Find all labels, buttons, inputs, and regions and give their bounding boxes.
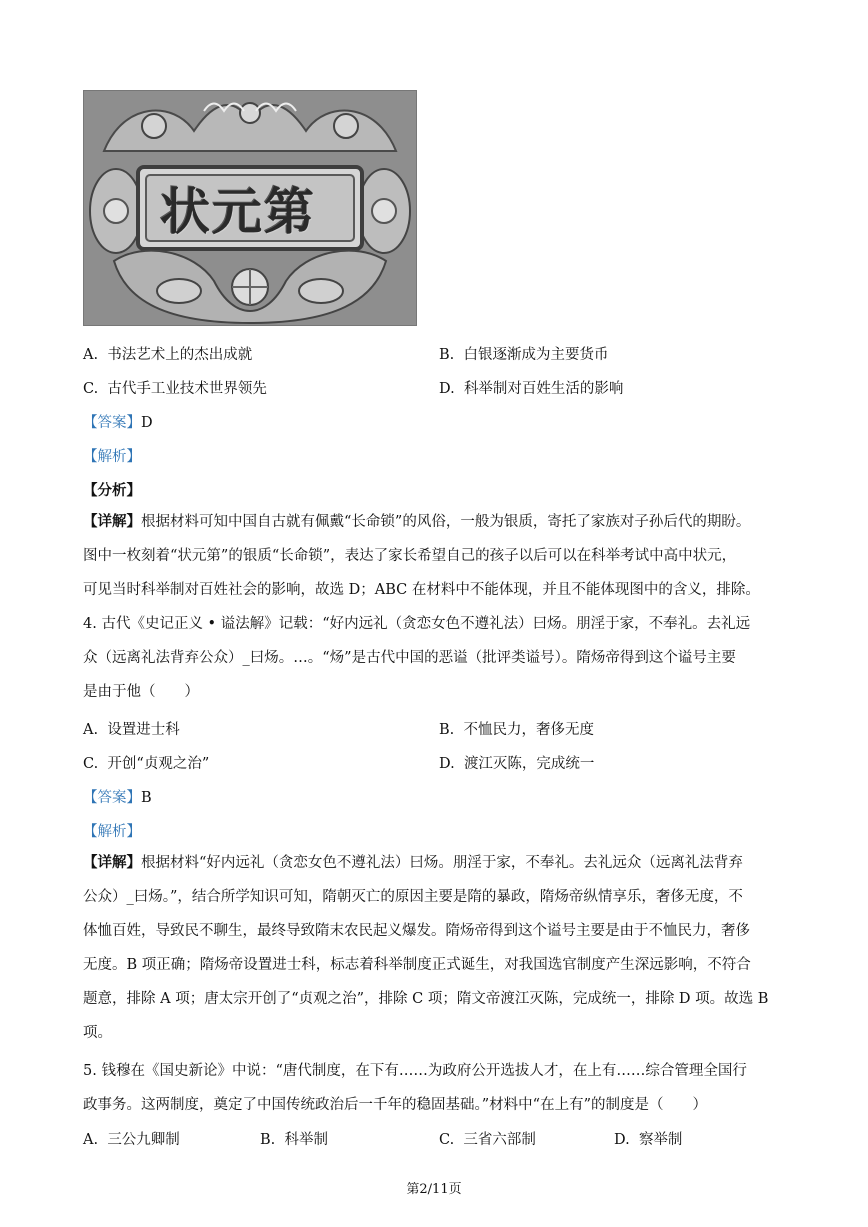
q4-stem-line-2: 众（远离礼法背弃公众）_曰炀。…。“炀”是古代中国的恶谥（批评类谥号）。隋炀帝得到这个谥号主要 bbox=[83, 650, 736, 666]
q5-option-d bbox=[614, 1128, 682, 1149]
q5-option-d-label: D. bbox=[614, 1132, 630, 1148]
q5-option-d-text: 察举制 bbox=[638, 1132, 683, 1148]
q3-option-d-label: D. bbox=[439, 381, 455, 397]
q5-option-b-text: 科举制 bbox=[284, 1132, 328, 1148]
q4-option-d-label: D. bbox=[439, 756, 455, 772]
q5-stem bbox=[83, 1054, 787, 1122]
q4-option-d-text: 渡江灭陈，完成统一 bbox=[463, 756, 595, 772]
q4-detail-line-4: 无度。B 项正确；隋炀帝设置进士科，标志着科举制度正式诞生，对我国选官制度产生深远影响，不符合 bbox=[83, 957, 751, 973]
q4-answer-tag: 【答案】 bbox=[83, 790, 141, 806]
q4-option-b-label: B. bbox=[439, 722, 455, 738]
q3-option-c-text: 古代手工业技术世界领先 bbox=[107, 381, 267, 397]
q3-answer-value: D bbox=[141, 415, 153, 431]
q5-option-b-label: B. bbox=[260, 1132, 276, 1148]
q5-option-c bbox=[439, 1128, 536, 1149]
q4-option-c bbox=[83, 752, 209, 773]
q4-analysis-tag: 【解析】 bbox=[83, 824, 141, 840]
q4-option-b bbox=[439, 718, 594, 739]
q4-detail-line-3: 体恤百姓，导致民不聊生，最终导致隋末农民起义爆发。隋炀帝得到这个谥号主要是由于不恤民力，奢侈 bbox=[83, 923, 750, 939]
q5-option-b bbox=[260, 1128, 328, 1149]
q5-option-a bbox=[83, 1128, 180, 1149]
q4-option-a-text: 设置进士科 bbox=[107, 722, 180, 738]
q4-detail-line-2: 公众）_曰炀。”，结合所学知识可知，隋朝灭亡的原因主要是隋的暴政，隋炀帝纵情享乐，奢侈无度，不 bbox=[83, 889, 743, 905]
q4-answer-value: B bbox=[141, 790, 152, 806]
q3-option-b bbox=[439, 343, 608, 364]
q4-option-c-label: C. bbox=[83, 756, 99, 772]
q5-option-a-label: A. bbox=[83, 1132, 99, 1148]
q3-answer bbox=[83, 411, 153, 432]
q5-option-c-text: 三省六部制 bbox=[463, 1132, 536, 1148]
q3-analysis-tag: 【解析】 bbox=[83, 449, 141, 465]
longevity-lock-image bbox=[83, 90, 417, 326]
q3-detail-tag: 【详解】 bbox=[83, 513, 141, 530]
q3-option-d-text: 科举制对百姓生活的影响 bbox=[463, 381, 624, 397]
q3-detail-line-1: 【详解】根据材料可知中国自古就有佩戴“长命锁”的风俗，一般为银质，寄托了家族对子孙后代的期盼。 bbox=[83, 513, 751, 530]
q4-option-a bbox=[83, 718, 180, 739]
q4-detail-line-5: 题意，排除 A 项；唐太宗开创了“贞观之治”，排除 C 项；隋文帝渡江灭陈，完成统一，排除 D 项。故选 B bbox=[83, 991, 769, 1007]
q3-option-a-text: 书法艺术上的杰出成就 bbox=[107, 347, 253, 363]
q4-option-d bbox=[439, 752, 594, 773]
q5-stem-line-1: 5. 钱穆在《国史新论》中说：“唐代制度，在下有……为政府公开选拔人才，在上有……综合管理全国行 bbox=[83, 1063, 747, 1079]
q3-option-b-label: B. bbox=[439, 347, 455, 363]
q3-detail-line-2: 图中一枚刻着“状元第”的银质“长命锁”，表达了家长希望自己的孩子以后可以在科举考试中高中状元， bbox=[83, 548, 737, 564]
q4-stem-line-1: 4. 古代《史记正义 • 谥法解》记载：“好内远礼（贪恋女色不遵礼法）曰炀。朋淫于家，不奉礼。去礼远 bbox=[83, 616, 751, 632]
q4-detail-tag: 【详解】 bbox=[83, 854, 141, 871]
q3-option-b-text: 白银逐渐成为主要货币 bbox=[463, 347, 609, 363]
q3-answer-tag: 【答案】 bbox=[83, 415, 141, 431]
q3-option-d bbox=[439, 377, 623, 398]
lock-inscription: 状元第 bbox=[160, 182, 316, 241]
q5-stem-line-2: 政事务。这两制度，奠定了中国传统政治后一千年的稳固基础。”材料中“在上有”的制度是（ ） bbox=[83, 1097, 707, 1113]
q4-detail-line-1: 【详解】根据材料“好内远礼（贪恋女色不遵礼法）曰炀。朋淫于家，不奉礼。去礼远众（远离礼法背弃 bbox=[83, 854, 743, 871]
page-number: 第2/11页 bbox=[406, 1182, 462, 1197]
q3-detail bbox=[83, 505, 787, 607]
q3-option-a-label: A. bbox=[83, 347, 99, 363]
q5-option-c-label: C. bbox=[439, 1132, 455, 1148]
q3-option-c-label: C. bbox=[83, 381, 99, 397]
q3-option-a bbox=[83, 343, 252, 364]
q5-option-a-text: 三公九卿制 bbox=[107, 1132, 180, 1148]
q3-detail-line-3: 可见当时科举制对百姓社会的影响，故选 D；ABC 在材料中不能体现，并且不能体现图中的含义，排除。 bbox=[83, 582, 760, 598]
q3-fenxi-tag: 【分析】 bbox=[83, 482, 141, 499]
q4-option-c-text: 开创“贞观之治” bbox=[107, 756, 210, 772]
q4-option-b-text: 不恤民力，奢侈无度 bbox=[463, 722, 594, 738]
q4-detail bbox=[83, 846, 787, 1050]
q4-stem-line-3: 是由于他（ ） bbox=[83, 684, 199, 700]
q4-detail-line-6: 项。 bbox=[83, 1025, 112, 1041]
q4-answer bbox=[83, 786, 152, 807]
q4-stem bbox=[83, 607, 787, 709]
q4-option-a-label: A. bbox=[83, 722, 99, 738]
q3-option-c bbox=[83, 377, 267, 398]
